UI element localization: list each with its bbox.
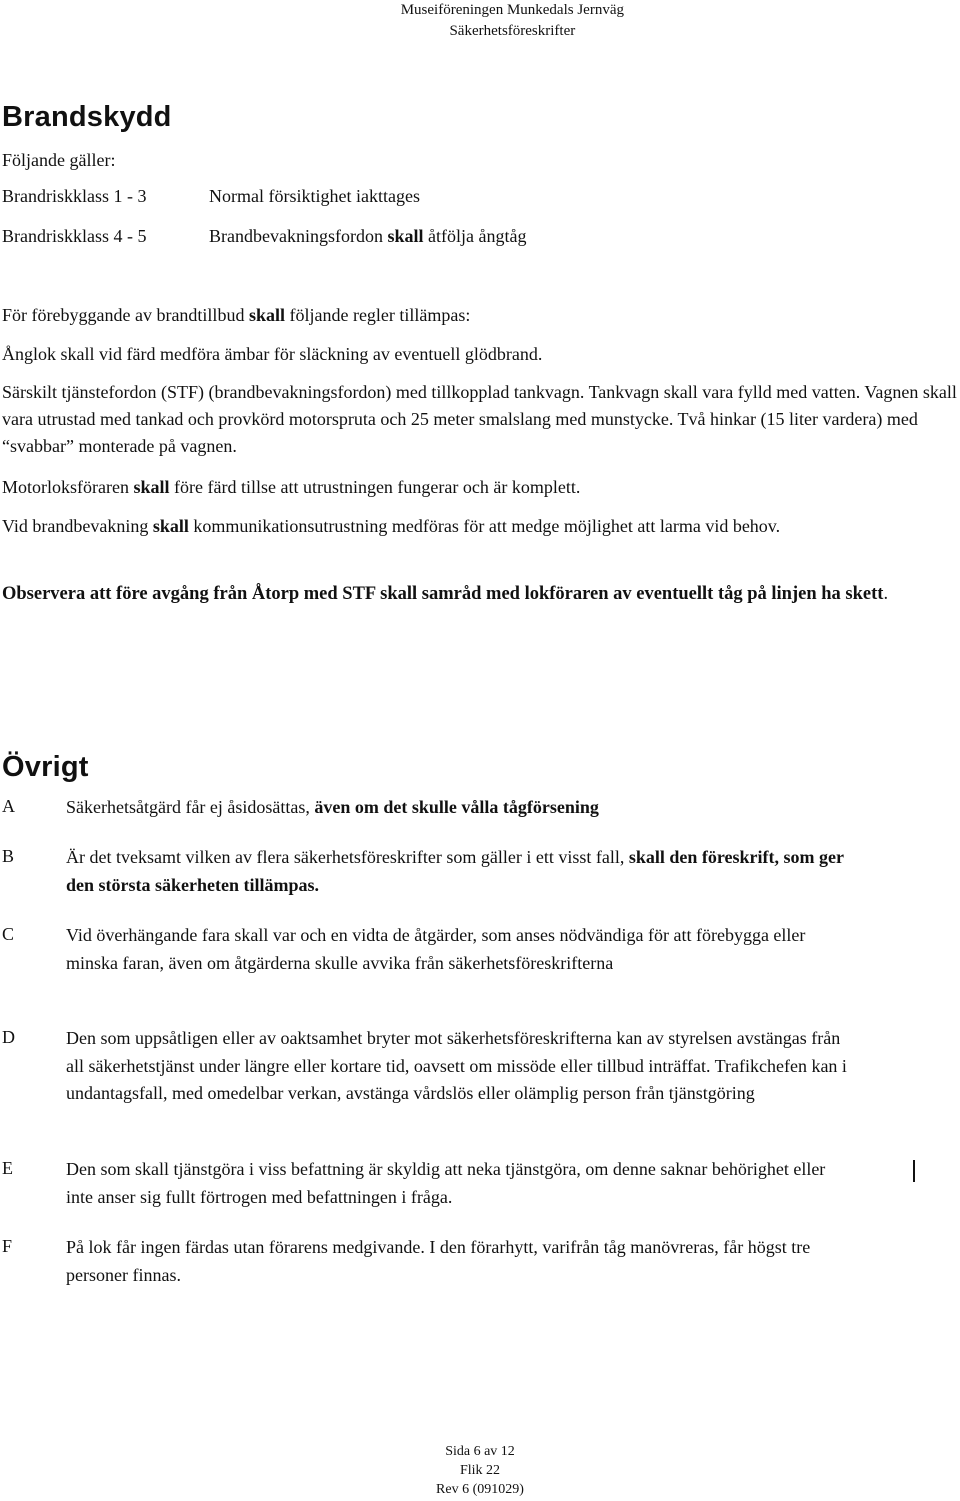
item-letter: B [2,846,15,866]
list-item: Är det tveksamt vilken av flera säkerhetsföreskrifter som gäller i ett visst fall, skall den föreskrift, som ger den största säkerheten tillämpas. [66,847,844,895]
list-item: Säkerhetsåtgärd får ej åsidosättas, även om det skulle vålla tågförsening [66,797,599,817]
section-heading-ovrigt: Övrigt [2,751,89,783]
observera-note: Observera att före avgång från Åtorp med STF skall samråd med lokföraren av eventuellt tåg på linjen ha skett. [2,584,889,604]
item-letter: F [2,1236,13,1256]
intro-text: Följande gäller: [2,150,116,170]
organization-name: Museiföreningen Munkedals Jernväg [400,2,624,18]
item-letter: C [2,924,15,944]
risk-class-label: Brandriskklass 1 - 3 [2,186,147,206]
item-letter: E [2,1158,13,1178]
communication-rule: Vid brandbevakning skall kommunikationsutrustning medföras för att medge möjlighet att larma vid behov. [2,516,781,536]
risk-class-value: Brandbevakningsfordon skall åtfölja ångtåg [209,226,527,246]
list-item: Vid överhängande fara skall var och en vidta de åtgärder, som anses nödvändiga för att förebygga eller minska faran, även om åtgärderna skulle avvika från säkerhetsföreskrifterna [66,925,806,973]
page-footer [0,1442,960,1499]
list-item: Den som uppsåtligen eller av oaktsamhet bryter mot säkerhetsföreskrifterna kan av styrelsen avstängas från all säkerhetstjänst under längre eller kortare tid, oavsett om missöde eller tillbud inträffat. Trafikchefen kan i undantagsfall, med omedelbar verkan, avstänga vårdslös eller olämplig person från tjänstgöring [66,1028,847,1103]
item-letter: A [2,796,15,816]
risk-class-value: Normal försiktighet iakttages [209,186,420,206]
document-title: Säkerhetsföreskrifter [449,23,576,39]
anglok-rule: Ånglok skall vid färd medföra ämbar för släckning av eventuell glödbrand. [2,344,543,364]
page-header [401,0,624,42]
page-number: Sida 6 av 12 [445,1444,515,1459]
risk-class-label: Brandriskklass 4 - 5 [2,226,147,246]
motorlok-rule: Motorloksföraren skall före färd tillse att utrustningen fungerar och är komplett. [2,477,581,497]
flik-number: Flik 22 [459,1463,501,1478]
revision-label: Rev 6 (091029) [436,1482,524,1497]
list-item: Den som skall tjänstgöra i viss befattning är skyldig att neka tjänstgöra, om denne saknar behörighet eller inte anser sig fullt förtrogen med befattningen i fråga. [66,1159,826,1207]
stf-paragraph: Särskilt tjänstefordon (STF) (brandbevakningsfordon) med tillkopplad tankvagn. Tankvagn skall vara fylld med vatten. Vagnen skall vara utrustad med tankad och provkörd motorspruta och 25 meter smalslang med munstycke. Två hinkar (15 liter vardera) med “svabbar” monterade på vagnen. [2,382,957,456]
section-heading-brandskydd: Brandskydd [2,101,172,133]
revision-bar [913,1160,915,1182]
list-item: På lok får ingen färdas utan förarens medgivande. I den förarhytt, varifrån tåg manövreras, får högst tre personer finnas. [66,1237,811,1285]
rules-intro: För förebyggande av brandtillbud skall följande regler tillämpas: [2,305,471,325]
item-letter: D [2,1027,15,1047]
